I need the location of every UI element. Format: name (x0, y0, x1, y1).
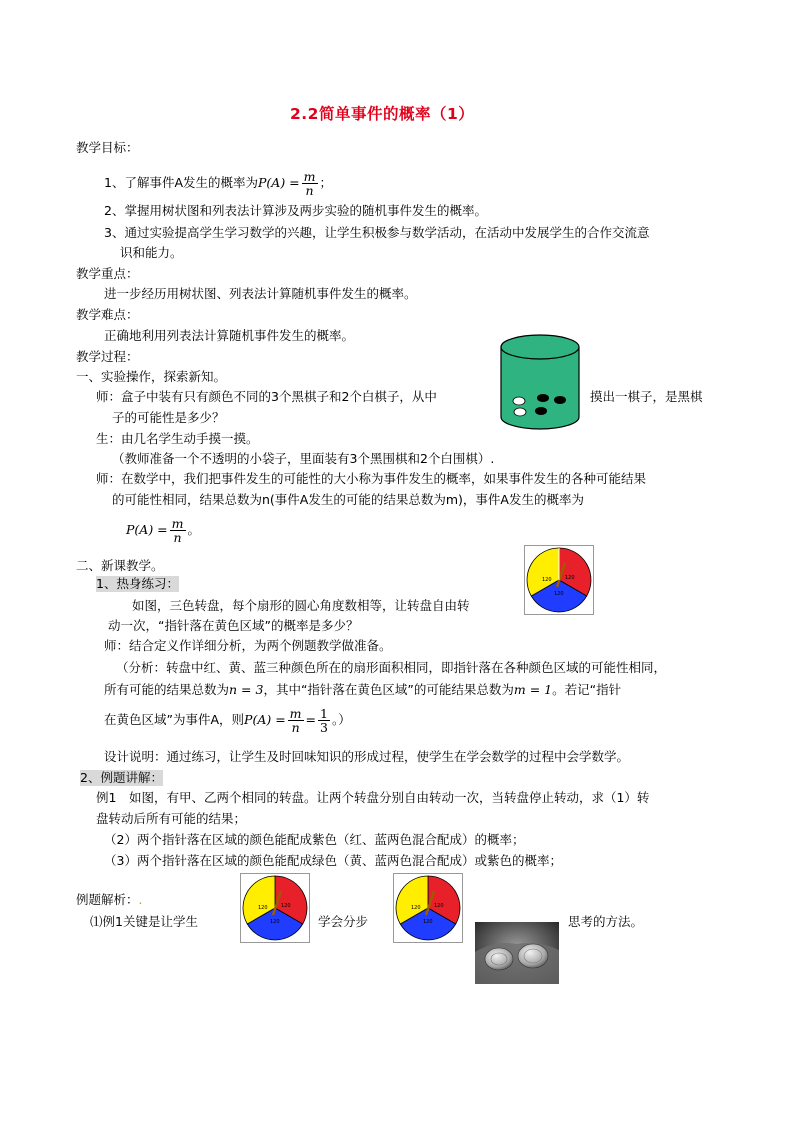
spinner-a-angle-2: 120 (281, 903, 291, 909)
analysis-m-value: m = 1 (513, 682, 553, 697)
analysis-denominator-2: 3 (320, 720, 328, 735)
teacher2-line1: 师：在数学中，我们把事件发生的可能性的大小称为事件发生的概率，如果事件发生的各种可能结果 (96, 471, 647, 486)
part2-heading: 二、新课教学。 (76, 558, 164, 573)
analysis-fraction-1 (288, 707, 304, 734)
spinner-a-angle-3: 120 (270, 919, 280, 925)
goals-heading: 教学目标： (76, 140, 139, 155)
warmup-line2: 动一次，“指针落在黄色区域”的概率是多少？ (108, 618, 359, 633)
cylinder-box-image (495, 331, 585, 431)
analysis-fraction-2 (318, 707, 330, 734)
analysis-line2-pre: 所有可能的结果总数为 (104, 682, 230, 697)
teacher2-numerator: m (171, 516, 184, 531)
focus-heading: 教学重点： (76, 266, 139, 281)
final-part1: ⑴例1关键是让学生 (90, 914, 198, 929)
goal-2: 2、掌握用树状图和列表法计算涉及两步实验的随机事件发生的概率。 (104, 203, 487, 218)
analysis-formula: P(A) = (244, 712, 286, 727)
difficulty-heading: 教学难点： (76, 307, 139, 322)
final-part3: 思考的方法。 (568, 914, 644, 929)
analysis-equals: = (305, 712, 317, 727)
example-heading: 2、例题讲解： (80, 770, 163, 785)
analysis-numerator-2: 1 (320, 706, 328, 721)
spinner-a-image (240, 873, 310, 943)
student1: 生：由几名学生动手摸一摸。 (96, 431, 259, 446)
analysis-n-value: n = 3 (229, 682, 264, 697)
goal-3-line2: 识和能力。 (120, 245, 183, 260)
goal-1-text: 1、了解事件A发生的概率为 (104, 175, 259, 190)
teacher1-line1b: 摸出一棋子，是黑棋 (590, 389, 703, 404)
focus-text: 进一步经历用树状图、列表法计算随机事件发生的概率。 (104, 286, 417, 301)
example1-line2: 盘转动后所有可能的结果； (96, 811, 247, 826)
analysis-line2 (104, 682, 621, 698)
goal-3-line1: 3、通过实验提高学生学习数学的兴趣，让学生积极参与数学活动，在活动中发展学生的合作交流意 (104, 225, 650, 240)
example1-line1: 例1 如图，有甲、乙两个相同的转盘。让两个转盘分别自由转动一次，当转盘停止转动，求（1）转 (96, 790, 650, 805)
spinner-warmup-image (524, 545, 594, 615)
spinner-warmup-angle-1: 120 (542, 577, 552, 583)
teacher2-denominator: n (173, 530, 182, 545)
teacher1-line2: 子的可能性是多少？ (112, 410, 225, 425)
page-title: 2.2简单事件的概率（1） (290, 105, 475, 123)
analysis-heading (76, 892, 143, 908)
analysis-line3 (104, 703, 351, 737)
final-part2: 学会分步 (318, 914, 369, 929)
analysis-denominator-1: n (291, 720, 300, 735)
goal-1-denominator: n (305, 183, 314, 198)
analysis-line3-pre: 在黄色区域”为事件A，则 (104, 712, 245, 727)
spinner-warmup-angle-2: 120 (565, 575, 575, 581)
difficulty-text: 正确地利用列表法计算随机事件发生的概率。 (104, 328, 355, 343)
spinner-b-angle-3: 120 (423, 919, 433, 925)
goal-1 (104, 170, 332, 197)
analysis-line2-post: 。若记“指针 (552, 682, 622, 697)
spinner-a-angle-1: 120 (258, 905, 268, 911)
teacher2-line2: 的可能性相同，结果总数为n(事件A发生的可能的结果总数为m)，事件A发生的概率为 (112, 492, 584, 507)
analysis-line3-post: 。） (331, 712, 351, 727)
example1-q3: （3）两个指针落在区域的颜色能配成绿色（黄、蓝两色混合配成）或紫色的概率； (104, 853, 562, 868)
teacher2-formula: P(A) = (126, 522, 168, 537)
warmup-line1: 如图，三色转盘，每个扇形的圆心角度数相等，让转盘自由转 (132, 598, 470, 613)
analysis-heading-text: 例题解析： (76, 892, 139, 907)
warmup-heading: 1、热身练习： (96, 576, 179, 591)
spinner-b-angle-1: 120 (411, 905, 421, 911)
teacher2-fraction (170, 517, 186, 544)
spinner-warmup-angle-3: 120 (554, 591, 564, 597)
teacher3: 师：结合定义作详细分析，为两个例题教学做准备。 (104, 638, 392, 653)
teacher2-post: 。 (187, 522, 201, 537)
analysis-line1: （分析：转盘中红、黄、蓝三种颜色所在的扇形面积相同，即指针落在各种颜色区域的可能性相同， (116, 660, 667, 675)
analysis-line2-mid: ，其中“指针落在黄色区域”的可能结果总数为 (263, 682, 514, 697)
goal-1-formula: P(A) = (258, 175, 300, 190)
coins-photo (475, 922, 559, 984)
goal-1-post: ； (319, 175, 333, 190)
design-note: 设计说明：通过练习，让学生及时回味知识的形成过程，使学生在学会数学的过程中会学数学。 (104, 749, 630, 764)
analysis-numerator-1: m (289, 706, 302, 721)
analysis-heading-dot: . (138, 892, 143, 907)
goal-1-fraction (302, 170, 318, 197)
process-heading: 教学过程： (76, 349, 139, 364)
goal-1-numerator: m (303, 169, 316, 184)
example1-q2: （2）两个指针落在区域的颜色能配成紫色（红、蓝两色混合配成）的概率； (104, 832, 525, 847)
note1: （教师准备一个不透明的小袋子，里面装有3个黑围棋和2个白围棋）. (112, 451, 495, 466)
teacher1-line1a: 师：盒子中装有只有颜色不同的3个黑棋子和2个白棋子，从中 (96, 389, 437, 404)
spinner-b-image (393, 873, 463, 943)
part1-heading: 一、实验操作，探索新知。 (76, 369, 227, 384)
spinner-b-angle-2: 120 (434, 903, 444, 909)
teacher2-formula-line (126, 517, 200, 544)
